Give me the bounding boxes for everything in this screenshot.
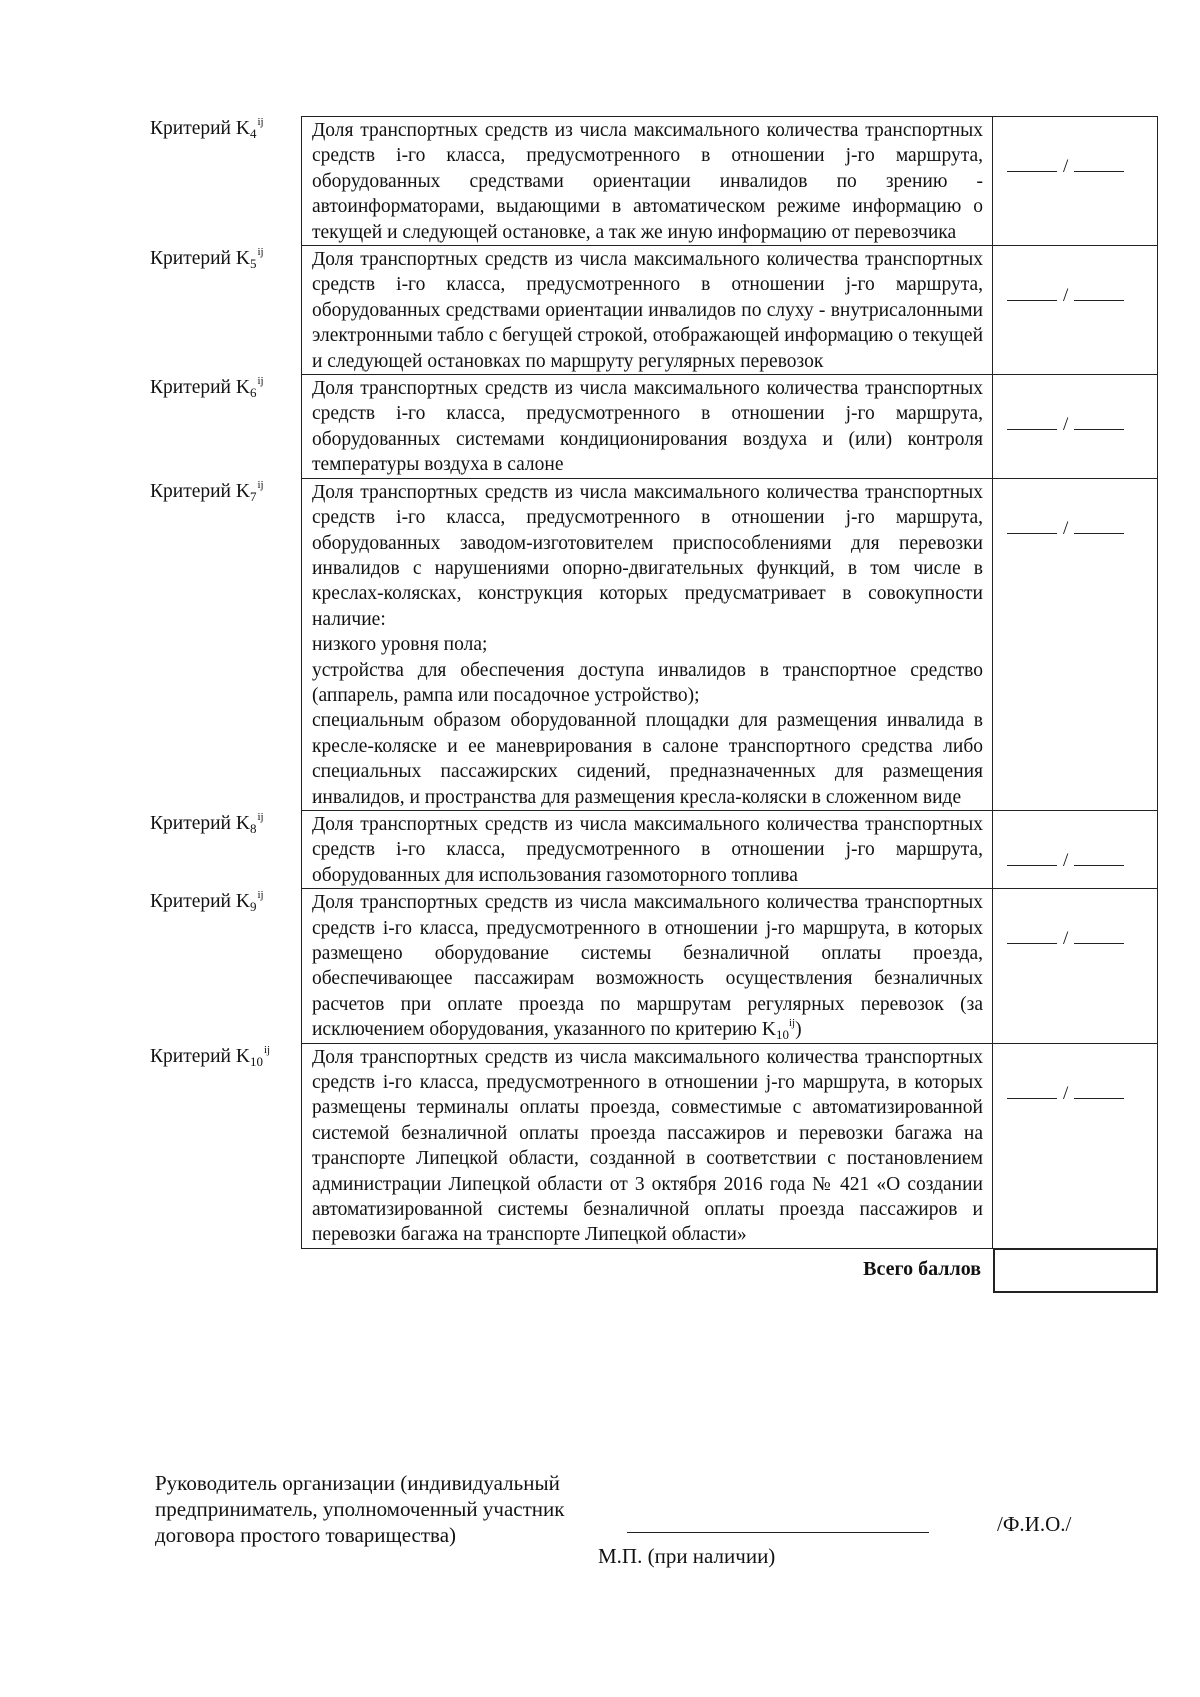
- criterion-label: Критерий $K_6^{ij}$: [150, 375, 264, 401]
- criterion-description: [301, 1044, 993, 1249]
- score-cell[interactable]: [993, 246, 1158, 375]
- criterion-row: [150, 246, 1158, 375]
- score-denominator-blank[interactable]: [1074, 849, 1124, 866]
- score-cell[interactable]: [993, 116, 1158, 246]
- criterion-paragraph: низкого уровня пола;: [312, 634, 488, 656]
- signature-line-3: договора простого товарищества): [155, 1523, 457, 1547]
- score-slash: /: [1063, 849, 1069, 871]
- criterion-paragraph: устройства для обеспечения доступа инвалидов в транспортное средство (аппарель, рампа или посадочное устройство);: [312, 659, 983, 706]
- criterion-paragraph: Доля транспортных средств из числа максимального количества транспортных средств i-го класса, предусмотренного в отношении j-го маршрута, в которых размещено оборудование системы безналичной оплаты проезда, обеспечивающее пассажирам возможность осуществления безналичных расчетов при оплате проезда по маршрутам регулярных перевозок (за исключением оборудования, указанного по критерию $K_{10}^{ij}$): [312, 892, 983, 1043]
- score-slash: /: [1063, 156, 1069, 177]
- score-fraction: [1007, 1082, 1124, 1105]
- criterion-label: Критерий $K_7^{ij}$: [150, 478, 264, 504]
- criterion-row: [150, 1044, 1158, 1249]
- score-numerator-blank[interactable]: [1007, 413, 1057, 430]
- signature-line-1: Руководитель организации (индивидуальный: [155, 1471, 560, 1495]
- score-numerator-blank[interactable]: [1007, 927, 1057, 944]
- criterion-row: [150, 479, 1158, 811]
- score-denominator-blank[interactable]: [1074, 517, 1124, 534]
- score-numerator-blank[interactable]: [1007, 849, 1057, 866]
- criterion-description: [301, 479, 993, 811]
- criterion-row: [150, 375, 1158, 479]
- criterion-description: [301, 811, 993, 889]
- criterion-label: Критерий $K_8^{ij}$: [150, 810, 264, 836]
- criterion-row: [150, 889, 1158, 1043]
- score-cell[interactable]: [993, 479, 1158, 811]
- criterion-paragraph: Доля транспортных средств из числа максимального количества транспортных средств i-го класса, предусмотренного в отношении j-го маршрута, оборудованных системами кондиционирования воздуха и (или) контроля температуры воздуха в салоне: [312, 378, 983, 476]
- score-cell[interactable]: [993, 889, 1158, 1043]
- score-denominator-blank[interactable]: [1074, 1082, 1124, 1099]
- criterion-description: [301, 116, 993, 246]
- score-denominator-blank[interactable]: [1074, 155, 1124, 172]
- criterion-paragraph: Доля транспортных средств из числа максимального количества транспортных средств i-го класса, предусмотренного в отношении j-го маршрута, оборудованных средствами ориентации инвалидов по зрению - автоинформаторами, выдающими в автоматическом режиме информацию о текущей и следующей остановке, а так же иную информацию от перевозчика: [312, 120, 983, 243]
- signature-underline: [627, 1532, 929, 1533]
- criteria-table: [150, 116, 1158, 1293]
- criterion-paragraph: Доля транспортных средств из числа максимального количества транспортных средств i-го класса, предусмотренного в отношении j-го маршрута, оборудованных заводом-изготовителем приспособлениями для перевозки инвалидов с нарушениями опорно-двигательных функций, в том числе в креслах-колясках, конструкция которых предусматривает в совокупности наличие:: [312, 481, 983, 630]
- signature-block: [155, 1470, 564, 1548]
- seal-label: М.П. (при наличии): [598, 1544, 776, 1568]
- score-slash: /: [1063, 1082, 1069, 1104]
- score-fraction: [1007, 849, 1124, 872]
- score-numerator-blank[interactable]: [1007, 517, 1057, 534]
- score-fraction: [1007, 927, 1124, 950]
- score-slash: /: [1063, 928, 1069, 950]
- criterion-description: [301, 246, 993, 375]
- criterion-paragraph: Доля транспортных средств из числа максимального количества транспортных средств i-го класса, предусмотренного в отношении j-го маршрута, оборудованных для использования газомоторного топлива: [312, 813, 983, 886]
- criterion-row: [150, 116, 1158, 246]
- score-denominator-blank[interactable]: [1074, 284, 1124, 301]
- total-score-box[interactable]: [993, 1249, 1158, 1293]
- criterion-label: Критерий $K_4^{ij}$: [150, 116, 264, 141]
- score-fraction: [1007, 517, 1124, 540]
- score-numerator-blank[interactable]: [1007, 284, 1057, 301]
- score-cell[interactable]: [993, 811, 1158, 889]
- score-denominator-blank[interactable]: [1074, 927, 1124, 944]
- criterion-label: Критерий $K_{10}^{ij}$: [150, 1043, 271, 1069]
- score-denominator-blank[interactable]: [1074, 413, 1124, 430]
- score-fraction: [1007, 413, 1124, 436]
- score-fraction: [1007, 155, 1124, 178]
- criterion-paragraph: Доля транспортных средств из числа максимального количества транспортных средств i-го класса, предусмотренного в отношении j-го маршрута, в которых размещены терминалы оплаты проезда, совместимые с автоматизированной системой безналичной оплаты проезда пассажиров и перевозки багажа на транспорте Липецкой области, созданной в соответствии с постановлением администрации Липецкой области от 3 октября 2016 года № 421 «О создании автоматизированной системы безналичной оплаты проезда пассажиров и перевозки багажа на транспорте Липецкой области»: [312, 1046, 983, 1246]
- score-slash: /: [1063, 517, 1069, 539]
- score-cell[interactable]: [993, 375, 1158, 479]
- score-fraction: [1007, 284, 1124, 307]
- total-label: Всего баллов: [863, 1257, 981, 1280]
- criterion-description: [301, 889, 993, 1043]
- criterion-paragraph: специальным образом оборудованной площадки для размещения инвалида в кресле-коляске и ее маневрирования в салоне транспортного средства либо специальных пассажирских сидений, предназначенных для размещения инвалидов, и пространства для размещения кресла-коляски в сложенном виде: [312, 710, 983, 808]
- score-cell[interactable]: [993, 1044, 1158, 1249]
- score-numerator-blank[interactable]: [1007, 1082, 1057, 1099]
- criterion-row: [150, 811, 1158, 889]
- total-row: [150, 1249, 1158, 1293]
- signature-line-2: предприниматель, уполномоченный участник: [155, 1497, 565, 1521]
- criterion-paragraph: Доля транспортных средств из числа максимального количества транспортных средств i-го класса, предусмотренного в отношении j-го маршрута, оборудованных средствами ориентации инвалидов по слуху - внутрисалонными электронными табло с бегущей строкой, отображающей информацию о текущей и следующей остановках по маршруту регулярных перевозок: [312, 249, 983, 372]
- score-slash: /: [1063, 414, 1069, 436]
- fio-label: /Ф.И.О./: [997, 1512, 1072, 1536]
- score-numerator-blank[interactable]: [1007, 155, 1057, 172]
- score-slash: /: [1063, 285, 1069, 307]
- criterion-label: Критерий $K_9^{ij}$: [150, 889, 264, 915]
- criterion-label: Критерий $K_5^{ij}$: [150, 246, 264, 272]
- criterion-description: [301, 375, 993, 479]
